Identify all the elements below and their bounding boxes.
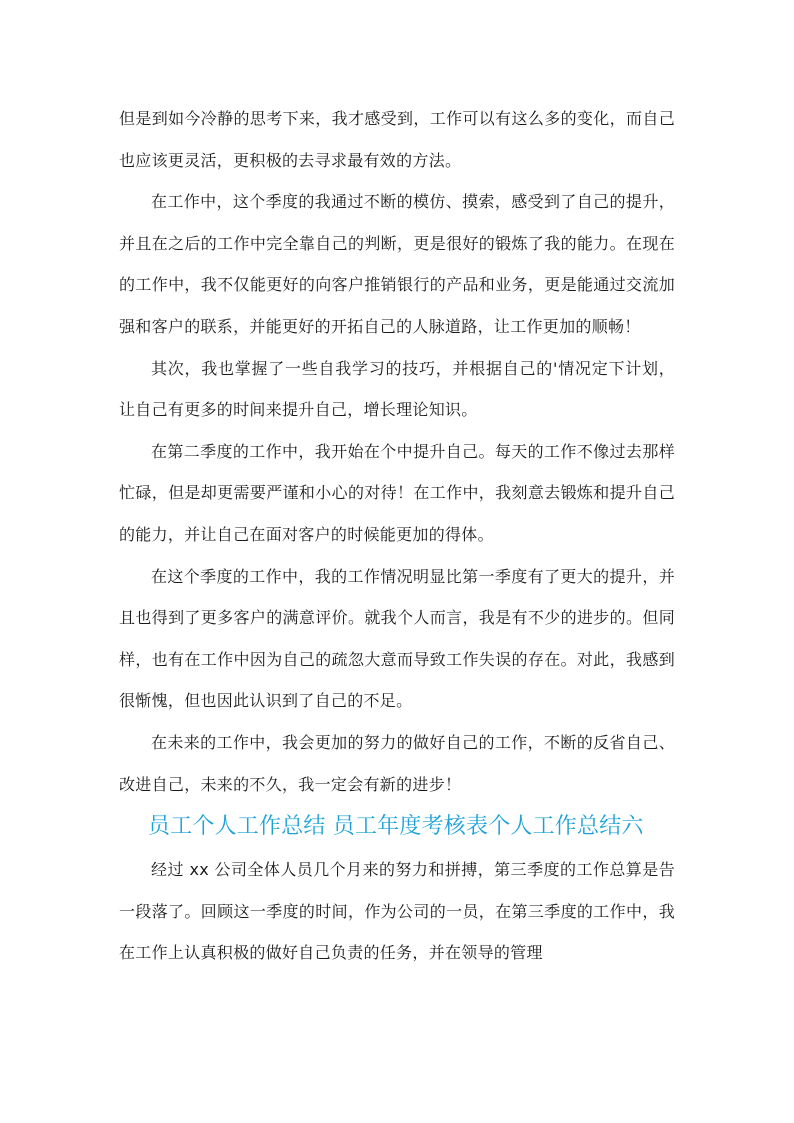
- body-paragraph-5: 在这个季度的工作中，我的工作情况明显比第一季度有了更大的提升，并且也得到了更多客户的满意评价。就我个人而言，我是有不少的进步的。但同样，也有在工作中因为自己的疏忽大意而导致工作失误的存在。对此，我感到很惭愧，但也因此认识到了自己的不足。: [119, 566, 675, 711]
- body-paragraph-7: 经过 xx 公司全体人员几个月来的努力和拼搏，第三季度的工作总算是告一段落了。回顾这一季度的时间，作为公司的一员，在第三季度的工作中，我在工作上认真积极的做好自己负责的任务，并在领导的管理: [119, 860, 675, 963]
- body-paragraph-6: 在未来的工作中，我会更加的努力的做好自己的工作，不断的反省自己、改进自己，未来的不久，我一定会有新的进步！: [119, 732, 675, 794]
- section-heading: 员工个人工作总结 员工年度考核表个人工作总结六: [148, 814, 644, 840]
- document-body: [119, 98, 675, 974]
- body-paragraph-1: 但是到如今冷静的思考下来，我才感受到，工作可以有这么多的变化，而自己也应该更灵活，更积极的去寻求最有效的方法。: [119, 109, 675, 170]
- body-paragraph-3: 其次，我也掌握了一些自我学习的技巧，并根据自己的'情况定下计划，让自己有更多的时间来提升自己，增长理论知识。: [119, 358, 675, 420]
- body-paragraph-4: 在第二季度的工作中，我开始在个中提升自己。每天的工作不像过去那样忙碌，但是却更需要严谨和小心的对待！在工作中，我刻意去锻炼和提升自己的能力，并让自己在面对客户的时候能更加的得体。: [119, 441, 675, 544]
- body-paragraph-2: 在工作中，这个季度的我通过不断的模仿、摸索，感受到了自己的提升，并且在之后的工作中完全靠自己的判断，更是很好的锻炼了我的能力。在现在的工作中，我不仅能更好的向客户推销银行的产品和业务，更是能通过交流加强和客户的联系，并能更好的开拓自己的人脉道路，让工作更加的顺畅！: [119, 192, 675, 336]
